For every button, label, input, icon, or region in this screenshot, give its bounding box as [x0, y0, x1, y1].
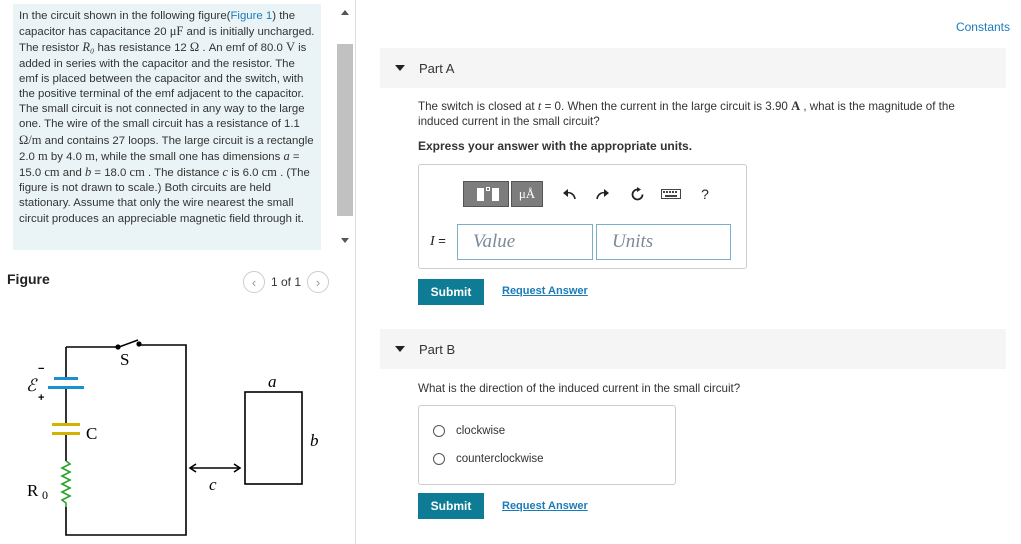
- caret-down-icon[interactable]: [395, 346, 405, 352]
- wire-right-bottom: [66, 345, 186, 535]
- battery-long-plate: [54, 377, 78, 380]
- switch-blade: [119, 340, 138, 347]
- next-figure-button[interactable]: ›: [307, 271, 329, 293]
- part-b-request-answer-link[interactable]: Request Answer: [502, 500, 588, 512]
- prev-figure-button[interactable]: ‹: [243, 271, 265, 293]
- units-symbols-button[interactable]: μÅ: [511, 181, 543, 207]
- dimension-b-label: b: [310, 431, 319, 450]
- scroll-up-arrow-icon[interactable]: [341, 10, 349, 15]
- small-circuit-loop: [245, 392, 302, 484]
- constants-link[interactable]: Constants: [955, 20, 1010, 34]
- figure-heading: Figure: [7, 271, 50, 287]
- scroll-down-arrow-icon[interactable]: [341, 238, 349, 243]
- problem-statement: [13, 4, 321, 250]
- part-a-submit-button[interactable]: Submit: [418, 279, 484, 305]
- capacitor-label: C: [86, 424, 98, 443]
- option-counterclockwise[interactable]: counterclockwise: [433, 453, 544, 465]
- reset-icon[interactable]: [625, 181, 649, 207]
- capacitor-plate-bottom: [52, 432, 80, 435]
- answer-input-box: [418, 164, 747, 269]
- part-b-header[interactable]: [380, 329, 1006, 369]
- problem-scrollbar[interactable]: [336, 4, 354, 250]
- part-a-title: Part A: [419, 60, 455, 76]
- distance-c-label: c: [209, 475, 217, 494]
- undo-icon[interactable]: [557, 181, 581, 207]
- math-toolbar: [463, 181, 717, 207]
- left-panel: [0, 0, 356, 544]
- variable-label: I =: [430, 233, 446, 249]
- radio-button[interactable]: [433, 425, 445, 437]
- switch-contact: [136, 341, 141, 346]
- redo-icon[interactable]: [591, 181, 615, 207]
- switch-label: S: [120, 350, 130, 369]
- switch-pivot: [115, 344, 120, 349]
- radio-button[interactable]: [433, 453, 445, 465]
- resistor-subscript: 0: [42, 488, 48, 502]
- resistor-label: R: [27, 481, 39, 500]
- capacitor-plate-top: [52, 423, 80, 426]
- problem-text: In the circuit shown in the following figure(Figure 1) the capacitor has capacitance 20 μF and is initially uncharged. The resistor R₀ has resistance 12 Ω . An emf of 80.0 V is added in series with the capacitor and the resistor. The emf is placed between the capacitor and the switch, with the positive terminal of the emf adjacent to the capacitor. The small circuit is not connected in any way to the large one. The wire of the small circuit has a resistance of 1.1 Ω/m and contains 27 loops. The large circuit is a rectangle 2.0 m by 4.0 m, while the small one has dimensions a = 15.0 cm and b = 18.0 cm . The distance c is 6.0 cm . (The figure is not drawn to scale.) Both circuits are held stationary. Assume that only the wire nearest the small circuit produces an appreciable magnetic field through it.: [19, 10, 315, 225]
- option-clockwise[interactable]: clockwise: [433, 425, 505, 437]
- battery-plus-sign: +: [38, 392, 45, 404]
- part-b-question: What is the direction of the induced current in the small circuit?: [418, 382, 741, 395]
- part-b-submit-button[interactable]: Submit: [418, 493, 484, 519]
- part-a-question: The switch is closed at t = 0. When the current in the large circuit is 3.90 A , what is the magnitude of the induced current in the small circuit?: [418, 99, 955, 128]
- part-a-header[interactable]: [380, 48, 1006, 88]
- part-b-title: Part B: [419, 341, 456, 357]
- part-a-instructions: Express your answer with the appropriate units.: [418, 139, 693, 153]
- battery-short-plate: [48, 386, 84, 389]
- direction-options: [418, 405, 676, 485]
- emf-label: ℰ: [26, 376, 37, 395]
- resistor-r0: [62, 461, 70, 507]
- units-input[interactable]: Units: [596, 224, 731, 260]
- dimension-a-label: a: [268, 372, 277, 391]
- battery-minus-sign: −: [38, 363, 45, 375]
- keyboard-icon[interactable]: [659, 181, 683, 207]
- value-input[interactable]: Value: [457, 224, 593, 260]
- figure-page-indicator: 1 of 1: [271, 275, 302, 289]
- figure-pager: [243, 271, 329, 293]
- figure-link[interactable]: Figure 1: [230, 10, 273, 22]
- scroll-thumb[interactable]: [337, 44, 353, 216]
- help-button[interactable]: ?: [701, 186, 709, 202]
- caret-down-icon[interactable]: [395, 65, 405, 71]
- circuit-diagram: [20, 335, 340, 540]
- part-a-request-answer-link[interactable]: Request Answer: [502, 285, 588, 297]
- templates-icon[interactable]: [463, 181, 509, 207]
